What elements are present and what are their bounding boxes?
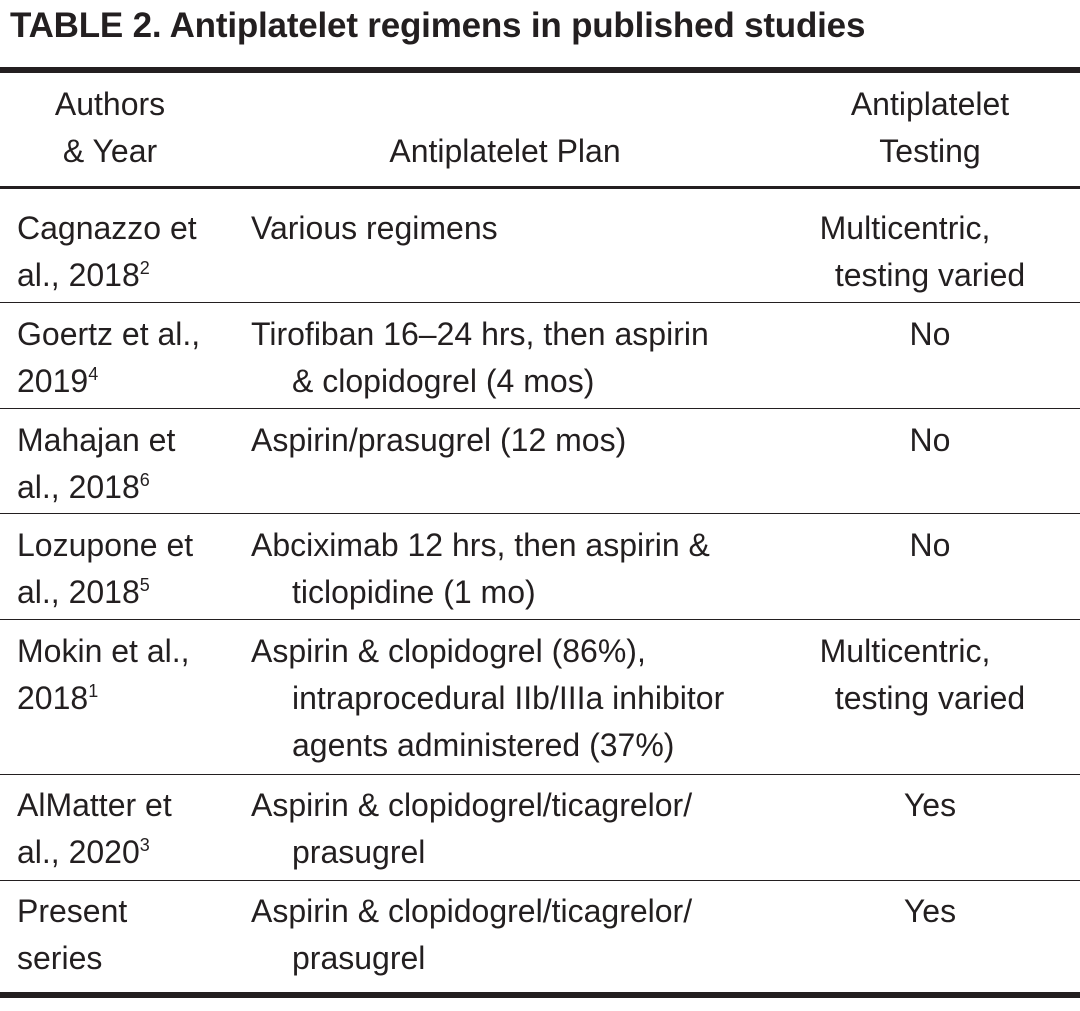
row-6-author (17, 782, 172, 876)
row-7-author (17, 888, 127, 982)
header-authors (20, 81, 200, 175)
reference-number: 5 (139, 575, 150, 595)
header-authors-line2: & Year (62, 133, 158, 169)
testing-line2: testing varied (834, 680, 1026, 716)
plan-line1: Aspirin & clopidogrel/ticagrelor/ (251, 787, 693, 823)
reference-number: 2 (139, 258, 150, 278)
author-line2: al., 2018 (17, 469, 140, 505)
author-line1: Goertz et al., (17, 316, 201, 352)
plan-line1: Tirofiban 16–24 hrs, then aspirin (251, 316, 709, 352)
author-line1: Mokin et al., (17, 633, 190, 669)
author-line2: 2018 (17, 680, 89, 716)
plan-line3: agents administered (37%) (292, 727, 675, 763)
row-1-testing (790, 205, 1070, 299)
reference-number: 1 (88, 681, 99, 701)
testing-line1: Multicentric, (819, 210, 991, 246)
testing-line1: Multicentric, (819, 633, 991, 669)
top-rule (0, 67, 1080, 73)
bottom-rule (0, 992, 1080, 998)
header-testing (820, 81, 1040, 175)
header-testing-line1: Antiplatelet (850, 86, 1010, 122)
testing-line1: No (909, 527, 951, 563)
row-2-author (17, 311, 200, 405)
row-5-testing (790, 628, 1070, 722)
plan-line1: Abciximab 12 hrs, then aspirin & (251, 527, 710, 563)
plan-line1: Aspirin & clopidogrel/ticagrelor/ (251, 893, 693, 929)
row-4-plan (251, 522, 710, 616)
testing-line1: No (909, 316, 951, 352)
header-testing-line2: Testing (879, 133, 981, 169)
author-line2: 2019 (17, 363, 89, 399)
row-divider (0, 880, 1080, 881)
row-4-testing (790, 522, 1070, 569)
row-4-author (17, 522, 193, 616)
row-7-plan (251, 888, 692, 982)
row-2-testing (790, 311, 1070, 358)
reference-number: 4 (88, 364, 99, 384)
plan-line1: Various regimens (251, 210, 498, 246)
row-1-plan (251, 205, 498, 252)
table-label: TABLE 2. (10, 6, 162, 45)
row-divider (0, 513, 1080, 514)
plan-line1: Aspirin & clopidogrel (86%), (251, 633, 646, 669)
row-divider (0, 774, 1080, 775)
row-divider (0, 408, 1080, 409)
testing-line1: No (909, 422, 951, 458)
plan-line2: & clopidogrel (4 mos) (292, 363, 595, 399)
row-7-testing (790, 888, 1070, 935)
author-line1: AlMatter et (17, 787, 172, 823)
testing-line1: Yes (903, 893, 957, 929)
plan-line2: ticlopidine (1 mo) (292, 574, 536, 610)
header-plan: Antiplatelet Plan (389, 133, 621, 169)
row-6-plan (251, 782, 692, 876)
row-3-testing (790, 417, 1070, 464)
author-line1: Mahajan et (17, 422, 176, 458)
row-3-author (17, 417, 175, 511)
testing-line1: Yes (903, 787, 957, 823)
row-5-plan (251, 628, 724, 769)
author-line2: al., 2018 (17, 574, 140, 610)
testing-line2: testing varied (834, 257, 1026, 293)
author-line1: Present (17, 893, 128, 929)
author-line2: al., 2018 (17, 257, 140, 293)
reference-number: 3 (139, 835, 150, 855)
row-3-plan (251, 417, 626, 464)
row-divider (0, 302, 1080, 303)
row-1-author (17, 205, 197, 299)
table-caption: Antiplatelet regimens in published studies (169, 6, 866, 45)
author-line1: Cagnazzo et (17, 210, 197, 246)
author-line1: Lozupone et (17, 527, 194, 563)
row-6-testing (790, 782, 1070, 829)
plan-line1: Aspirin/prasugrel (12 mos) (251, 422, 627, 458)
plan-line2: prasugrel (292, 940, 426, 976)
author-line2: series (17, 940, 103, 976)
row-divider (0, 619, 1080, 620)
header-authors-line1: Authors (54, 86, 166, 122)
row-2-plan (251, 311, 709, 405)
header-rule (0, 186, 1080, 189)
table-title (10, 6, 865, 46)
author-line2: al., 2020 (17, 834, 140, 870)
plan-line2: prasugrel (292, 834, 426, 870)
reference-number: 6 (139, 470, 150, 490)
row-5-author (17, 628, 190, 722)
plan-line2: intraprocedural IIb/IIIa inhibitor (292, 680, 725, 716)
